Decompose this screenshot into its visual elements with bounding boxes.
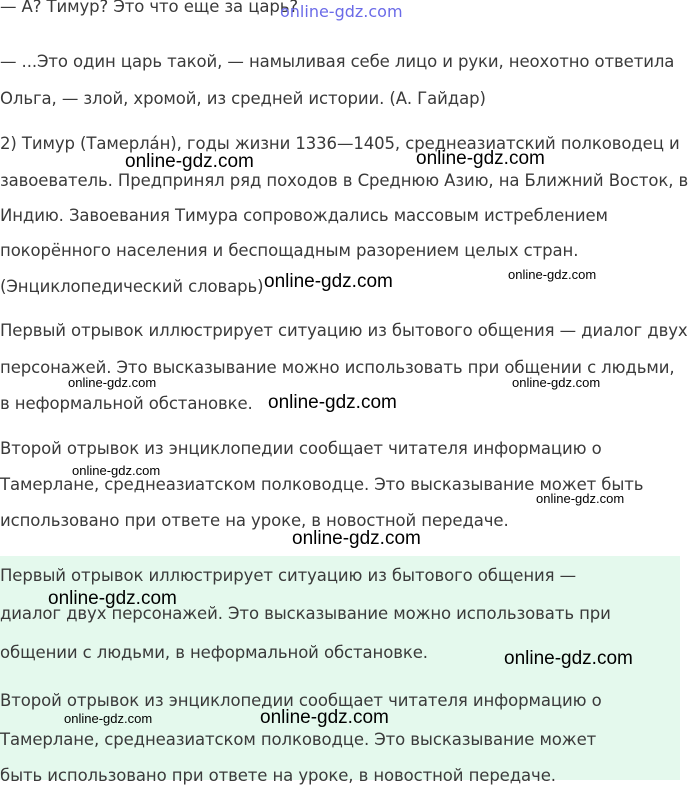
text-line-7: (Энциклопедический словарь) [0, 277, 264, 296]
text-line-11: Второй отрывок из энциклопедии сообщает читателя информацию о [0, 439, 602, 458]
text-line-cut-top: — А? Тимур? Это что еще за царь? [0, 0, 299, 16]
watermark: online-gdz.com [268, 392, 397, 413]
answer-line-4: Второй отрывок из энциклопедии сообщает читателя информацию о [0, 691, 602, 710]
text-line-4: завоеватель. Предпринял ряд походов в Среднюю Азию, на Ближний Восток, в [0, 171, 688, 190]
watermark: online-gdz.com [260, 707, 389, 728]
text-line-8: Первый отрывок иллюстрирует ситуацию из бытового общения — диалог двух [0, 321, 688, 340]
answer-line-2: диалог двух персонажей. Это высказывание можно использовать при [0, 604, 611, 623]
text-line-12: Тамерлане, среднеазиатском полководце. Это высказывание может быть [0, 475, 644, 494]
text-line-2: Ольга, — злой, хромой, из средней истории. (А. Гайдар) [0, 89, 486, 108]
text-line-6: покорённого населения и беспощадным разорением целых стран. [0, 241, 579, 260]
watermark-top: online-gdz.com [280, 2, 403, 21]
answer-line-5: Тамерлане, среднеазиатском полководце. Это высказывание может [0, 730, 597, 749]
answer-line-6: быть использовано при ответе на уроке, в новостной передаче. [0, 766, 556, 785]
text-line-9: персонажей. Это высказывание можно использовать при общении с людьми, [0, 358, 675, 377]
watermark: online-gdz.com [48, 588, 177, 609]
cut-bottom-line-wrapper [0, 766, 680, 785]
watermark: online-gdz.com [512, 375, 601, 390]
watermark: online-gdz.com [416, 148, 545, 169]
cut-top-line-wrapper [0, 0, 299, 22]
watermark: online-gdz.com [292, 528, 421, 549]
text-line-10: в неформальной обстановке. [0, 394, 253, 413]
watermark: online-gdz.com [504, 648, 633, 669]
watermark: online-gdz.com [264, 271, 393, 292]
watermark: online-gdz.com [536, 491, 625, 506]
watermark: online-gdz.com [508, 267, 597, 282]
watermark: online-gdz.com [125, 151, 254, 172]
text-line-13: использовано при ответе на уроке, в новостной передаче. [0, 511, 509, 530]
watermark: online-gdz.com [64, 711, 153, 726]
watermark: online-gdz.com [68, 375, 157, 390]
text-line-1: — ...Это один царь такой, — намыливая себе лицо и руки, неохотно ответила [0, 52, 675, 71]
answer-line-3: общении с людьми, в неформальной обстановке. [0, 643, 428, 662]
answer-line-1: Первый отрывок иллюстрирует ситуацию из бытового общения — [0, 566, 577, 585]
watermark: online-gdz.com [72, 463, 161, 478]
text-line-3: 2) Тимур (Тамерла́н), годы жизни 1336—1405, среднеазиатский полководец и [0, 134, 680, 153]
text-line-5: Индию. Завоевания Тимура сопровождались массовым истреблением [0, 206, 608, 225]
